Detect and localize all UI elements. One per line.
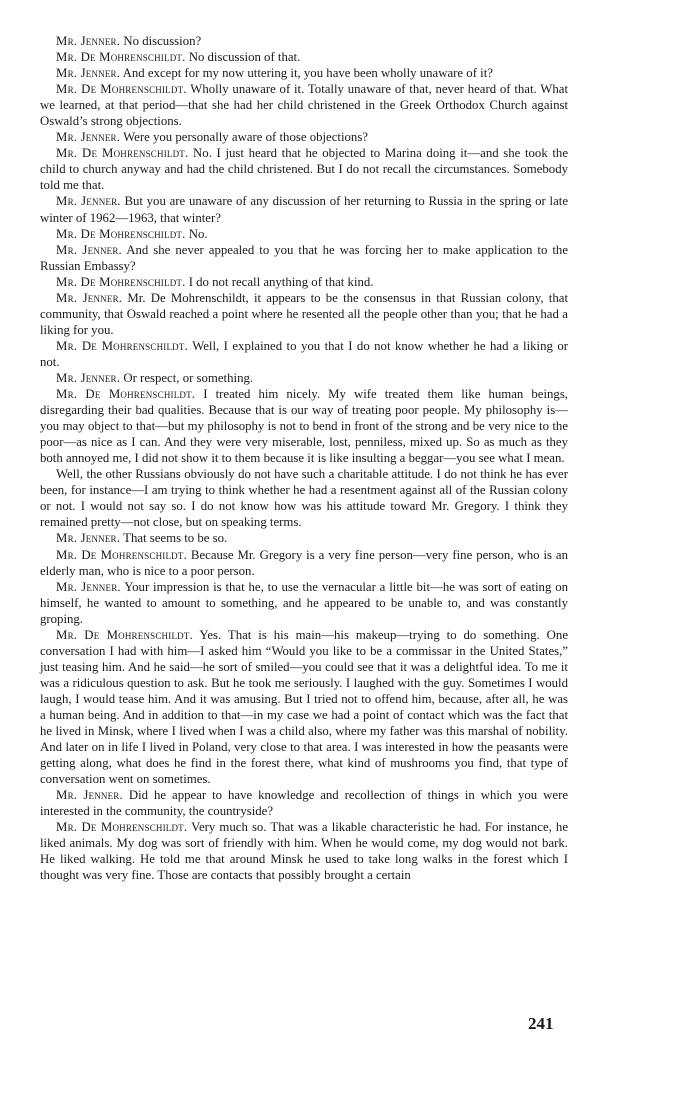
speech-text: No. [185,226,208,241]
speaker-label: Mr. Jenner. [56,531,121,546]
paragraph [40,193,568,225]
testimony-text [40,33,568,883]
paragraph [40,627,568,787]
speaker-label: Mr. Jenner. [56,242,122,257]
speaker-label: Mr. Jenner. [56,788,123,803]
speech-text: But you are unaware of any discussion of her returning to Russia in the spring or late winter of 1962—1963, that winter? [40,194,569,225]
speech-text: Your impression is that he, to use the vernacular a little bit—he was sort of eating on himself, he wanted to amount to something, and he appeared to be unable to, and was constantly groping. [40,579,568,626]
speaker-label: Mr. De Mohrenschildt. [56,50,186,65]
speaker-label: Mr. Jenner. [56,290,123,305]
speech-text: No discussion of that. [185,50,301,65]
speaker-label: Mr. Jenner. [56,66,121,81]
speech-text: And except for my now uttering it, you have been wholly unaware of it? [120,66,493,81]
paragraph [40,466,568,530]
speech-text: Wholly unaware of it. Totally unaware of that, never heard of that. What we learned, at that period—that she had her child christened in the Greek Orthodox Church against Oswald’s strong objections. [40,82,569,129]
paragraph [40,242,568,274]
paragraph [40,33,568,49]
speaker-label: Mr. Jenner. [56,194,121,209]
speech-text: That seems to be so. [120,531,228,546]
speaker-label: Mr. De Mohrenschildt. [56,627,193,642]
speech-text: Yes. That is his main—his makeup—trying to do something. One conversation I had with him—I asked him “Would you like to be a commissar in the United States,” just teasing him. And he said—he sort of smiled—you could see that it was a delightful idea. To me it was a ridiculous question to ask. But he took me seriously. I laughed with the guy. Sometimes I would laugh, I would tease him. And it was amusing. But I tried not to offend him, because, after all, he was a human being. And in addition to that—in my case we had a point of contact which was the fact that he lived in Minsk, where I lived when I was a child also, where my father was this marshal of nobility. And later on in life I lived in Poland, very close to that area. I was interested in how the peasants were getting along, what does he find in the forest there, what kind of mushrooms you find, that type of conversation went on sometimes. [40,627,568,787]
speech-text: Well, the other Russians obviously do not have such a charitable attitude. I do not think he has ever been, for instance—I am trying to think whether he had a resentment against all of the Russian colony or not. I would not say so. I do not know how was his attitude toward Mr. Gregory. I think they remained pretty—not close, but on speaking terms. [40,467,568,530]
paragraph [40,338,568,370]
speaker-label: Mr. De Mohrenschildt. [56,820,188,835]
paragraph [40,290,568,338]
speech-text: Mr. De Mohrenschildt, it appears to be the consensus in that Russian colony, that community, that Oswald reached a point where he resented all the people other than you; that he had a liking for you. [40,290,568,337]
paragraph [40,129,568,145]
paragraph [40,49,568,65]
paragraph [40,274,568,290]
speech-text: Very much so. That was a likable characteristic he had. For instance, he liked animals. My dog was sort of friendly with him. When he would come, my dog would not bark. He liked walking. He told me that around Minsk he used to take long walks in the forest which I thought was very fine. Those are contacts that possibly brought a certain [40,820,569,883]
paragraph [40,787,568,819]
speaker-label: Mr. Jenner. [56,370,121,385]
speech-text: Well, I explained to you that I do not know whether he had a liking or not. [40,338,568,369]
paragraph [40,579,568,627]
speaker-label: Mr. De Mohrenschildt. [56,387,196,402]
speaker-label: Mr. Jenner. [56,130,121,145]
speech-text: Because Mr. Gregory is a very fine person—very fine person, who is an elderly man, who is nice to a poor person. [40,547,568,578]
speech-text: No. I just heard that he objected to Marina doing it—and she took the child to church anyway and had the child christened. But I do not recall the circumstances. Somebody told me that. [40,146,569,193]
speaker-label: Mr. De Mohrenschildt. [56,226,186,241]
paragraph [40,530,568,546]
speaker-label: Mr. Jenner. [56,579,121,594]
speaker-label: Mr. De Mohrenschildt. [56,338,188,353]
page-number: 241 [528,1014,554,1033]
speaker-label: Mr. De Mohrenschildt. [56,274,186,289]
paragraph [40,145,568,193]
speaker-label: Mr. De Mohrenschildt. [56,82,187,97]
paragraph [40,386,568,466]
paragraph [40,226,568,242]
speech-text: I do not recall anything of that kind. [185,274,374,289]
speech-text: Or respect, or something. [120,370,254,385]
paragraph [40,547,568,579]
speech-text: Were you personally aware of those objections? [120,130,368,145]
paragraph [40,819,568,883]
paragraph [40,65,568,81]
speech-text: I treated him nicely. My wife treated them like human beings, disregarding their bad qualities. Because that is our way of treating poor people. My philosophy is—you may object to that—but my philosophy is not to bend in front of the strong and be very nice to the poor—as nice as I can. And they were very miserable, lost, penniless, mixed up. So as much as they both annoyed me, I did not show it to them because it is like insulting a beggar—you see what I mean. [40,387,568,466]
speaker-label: Mr. De Mohrenschildt. [56,146,189,161]
speech-text: No discussion? [120,34,202,48]
paragraph [40,81,568,129]
paragraph [40,370,568,386]
speech-text: Did he appear to have knowledge and recollection of things in which you were interested in the community, the countryside? [40,788,569,819]
speaker-label: Mr. Jenner. [56,34,121,48]
speaker-label: Mr. De Mohrenschildt. [56,547,187,562]
speech-text: And she never appealed to you that he was forcing her to make application to the Russian Embassy? [40,242,569,273]
